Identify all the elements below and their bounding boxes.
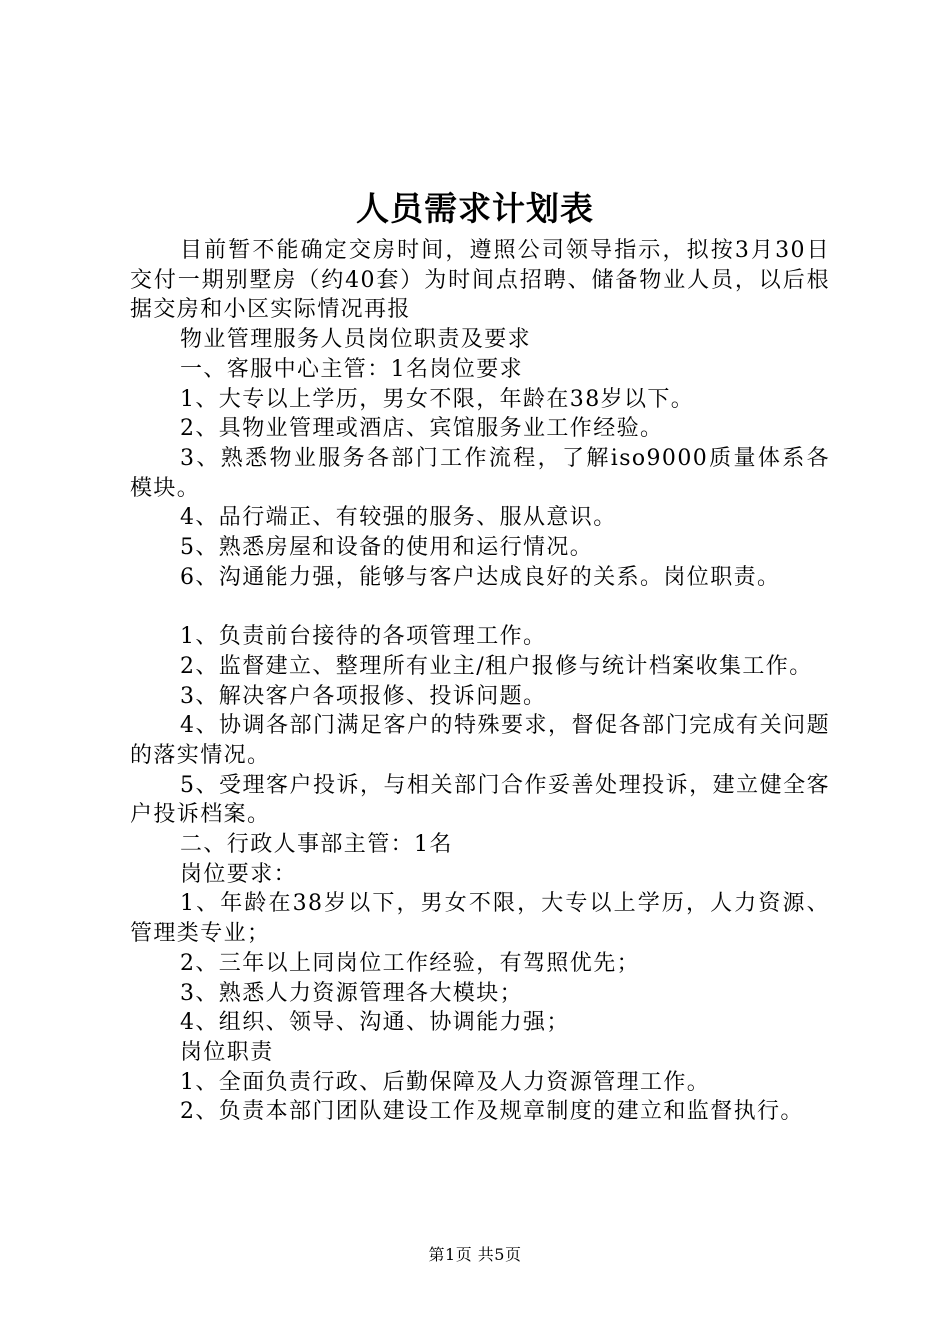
paragraph-duty-1: 1、负责前台接待的各项管理工作。: [180, 624, 547, 650]
document-body: [130, 236, 830, 1127]
paragraph-duties-label: 岗位职责: [180, 1039, 274, 1065]
paragraph-requirement-5: 5、熟悉房屋和设备的使用和运行情况。: [180, 535, 594, 561]
paragraph-hr-requirement-4: 4、组织、领导、沟通、协调能力强；: [180, 1010, 570, 1036]
paragraph-position-2-heading: 二、行政人事部主管：1名: [180, 832, 453, 858]
paragraph-hr-duty-1: 1、全面负责行政、后勤保障及人力资源管理工作。: [180, 1069, 711, 1095]
paragraph-hr-requirement-2: 2、三年以上同岗位工作经验，有驾照优先；: [180, 950, 640, 976]
paragraph-position-1-heading: 一、客服中心主管：1名岗位要求: [180, 356, 523, 382]
paragraph-requirement-3: 3、熟悉物业服务各部门工作流程，了解iso9000质量体系各模块。: [130, 445, 830, 501]
paragraph-duty-4: 4、协调各部门满足客户的特殊要求，督促各部门完成有关问题的落实情况。: [130, 713, 830, 768]
page-indicator: 第1页 共5页: [428, 1245, 522, 1264]
paragraph-requirement-2: 2、具物业管理或酒店、宾馆服务业工作经验。: [180, 416, 664, 442]
paragraph-requirement-6: 6、沟通能力强，能够与客户达成良好的关系。岗位职责。: [180, 564, 781, 590]
paragraph-duty-2: 2、监督建立、整理所有业主/租户报修与统计档案收集工作。: [180, 653, 813, 679]
paragraph-duty-5: 5、受理客户投诉，与相关部门合作妥善处理投诉，建立健全客户投诉档案。: [130, 772, 830, 828]
paragraph-intro: 目前暂不能确定交房时间，遵照公司领导指示，拟按3月30日交付一期别墅房（约40套）为时间点招聘、储备物业人员，以后根据交房和小区实际情况再报: [130, 238, 830, 323]
paragraph-hr-duty-2: 2、负责本部门团队建设工作及规章制度的建立和监督执行。: [180, 1099, 804, 1125]
blank-line: [130, 592, 830, 622]
paragraph-hr-requirement-3: 3、熟悉人力资源管理各大模块；: [180, 980, 523, 1006]
paragraph-requirements-label: 岗位要求：: [180, 861, 298, 887]
paragraph-duty-3: 3、解决客户各项报修、投诉问题。: [180, 683, 547, 709]
paragraph-requirement-1: 1、大专以上学历，男女不限，年龄在38岁以下。: [180, 386, 695, 412]
paragraph-section-heading: 物业管理服务人员岗位职责及要求: [180, 327, 532, 353]
paragraph-hr-requirement-1: 1、年龄在38岁以下，男女不限，大专以上学历，人力资源、管理类专业；: [130, 891, 830, 947]
document-title: 人员需求计划表: [356, 189, 594, 228]
paragraph-requirement-4: 4、品行端正、有较强的服务、服从意识。: [180, 505, 617, 531]
